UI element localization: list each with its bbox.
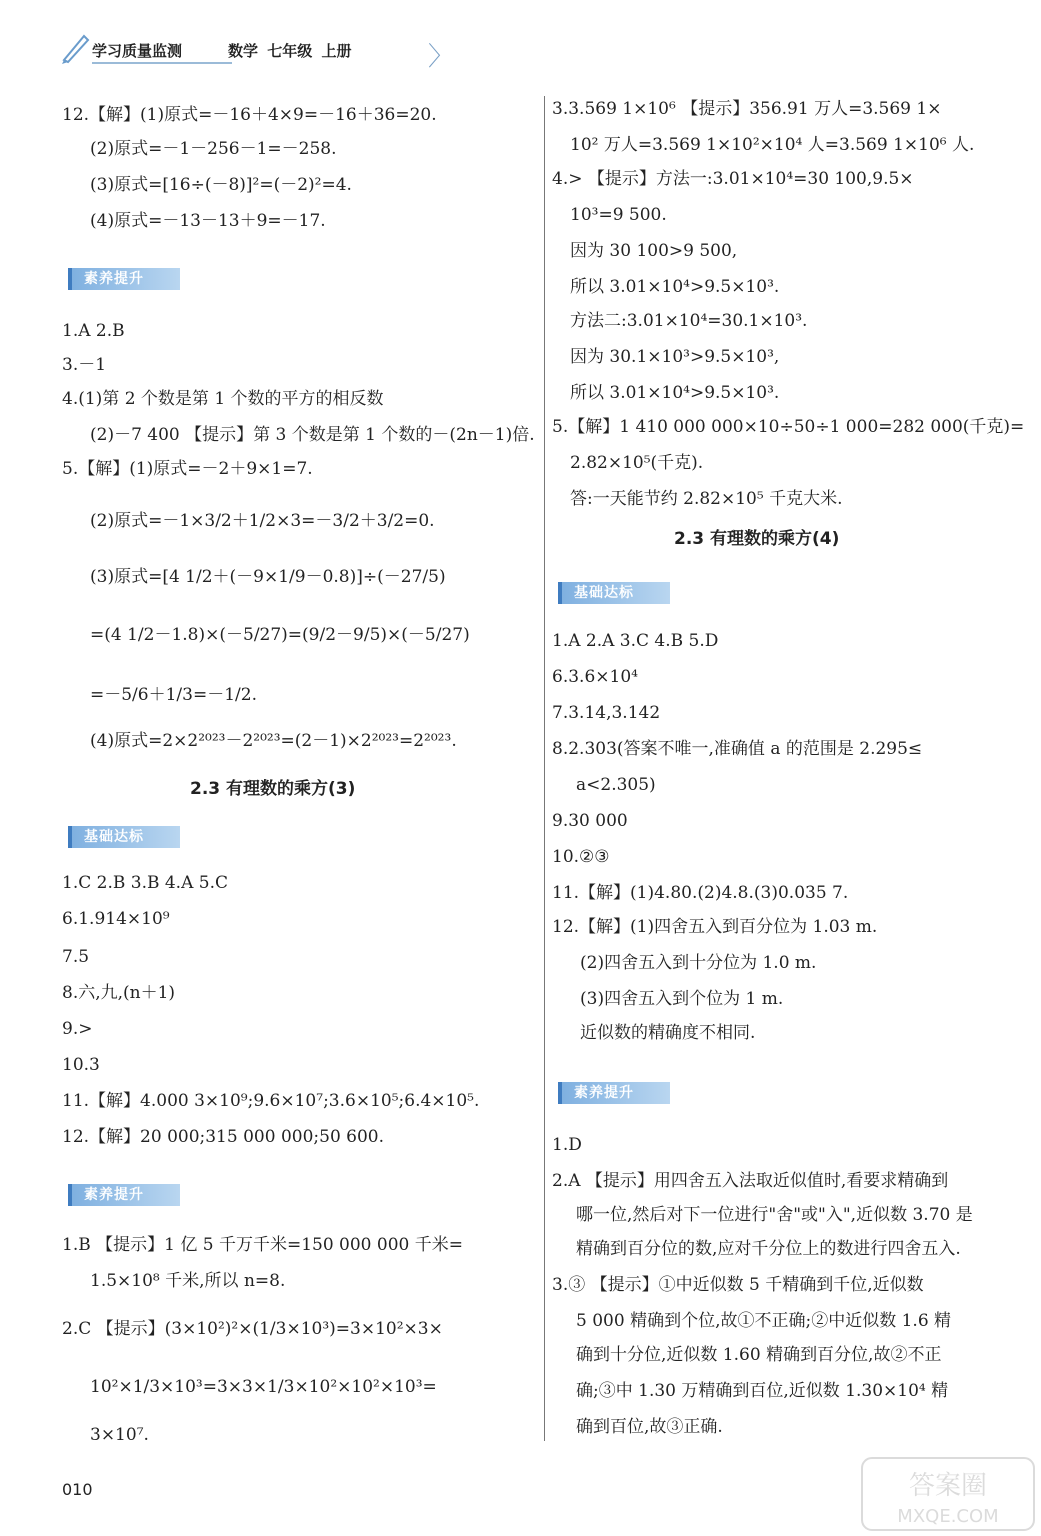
column-divider <box>544 96 545 1441</box>
watermark-logo <box>858 1454 1038 1534</box>
answer-line: 12.【解】20 000;315 000 000;50 600. <box>62 1127 385 1147</box>
answer-line: (3)四舍五入到个位为 1 m. <box>580 989 784 1009</box>
answer-line: 哪一位,然后对下一位进行"舍"或"入",近似数 3.70 是 <box>576 1205 973 1225</box>
answer-line: (2)四舍五入到十分位为 1.0 m. <box>580 953 817 973</box>
page-header <box>58 30 458 70</box>
section-badge: 基础达标 <box>558 582 670 604</box>
chevron-right-icon: 〉 <box>428 42 455 72</box>
answer-line: 确到百位,故③正确. <box>576 1417 723 1437</box>
answer-line: 2.C 【提示】(3×10²)²×(1/3×10³)=3×10²×3× <box>62 1319 443 1339</box>
section-badge: 素养提升 <box>558 1082 670 1104</box>
header-subject: 数学 七年级 上册 <box>228 42 352 60</box>
answer-line: 答:一天能节约 2.82×10⁵ 千克大米. <box>570 489 843 509</box>
answer-line: =(4 1/2－1.8)×(－5/27)=(9/2－9/5)×(－5/27) <box>90 625 470 645</box>
answer-line: 10³=9 500. <box>570 205 667 225</box>
answer-line: 12.【解】(1)四舍五入到百分位为 1.03 m. <box>552 917 878 937</box>
answer-line: 5.【解】1 410 000 000×10÷50÷1 000=282 000(千克)= <box>552 417 1025 437</box>
section-badge: 基础达标 <box>68 826 180 848</box>
answer-line: 因为 30 100>9 500, <box>570 241 738 261</box>
answer-line: 10² 万人=3.569 1×10²×10⁴ 人=3.569 1×10⁶ 人. <box>570 135 975 155</box>
answer-line: (3)原式=[16÷(－8)]²=(－2)²=4. <box>90 175 352 195</box>
answer-line: (2)－7 400 【提示】第 3 个数是第 1 个数的－(2n－1)倍. <box>90 425 535 445</box>
answer-line: 1.B 【提示】1 亿 5 千万千米=150 000 000 千米= <box>62 1235 464 1255</box>
answer-line: 3.－1 <box>62 355 107 375</box>
answer-line: 2.82×10⁵(千克). <box>570 453 704 473</box>
answer-line: 4.(1)第 2 个数是第 1 个数的平方的相反数 <box>62 389 384 409</box>
answer-line: 1.D <box>552 1135 582 1155</box>
answer-line: (4)原式=2×2²⁰²³－2²⁰²³=(2－1)×2²⁰²³=2²⁰²³. <box>90 731 457 751</box>
answer-line: 1.5×10⁸ 千米,所以 n=8. <box>90 1271 286 1291</box>
answer-line: 6.1.914×10⁹ <box>62 909 170 929</box>
answer-line: 4.> 【提示】方法一:3.01×10⁴=30 100,9.5× <box>552 169 914 189</box>
answer-line: 5.【解】(1)原式=－2＋9×1=7. <box>62 459 313 479</box>
answer-line: 9.30 000 <box>552 811 628 831</box>
answer-line: 11.【解】(1)4.80.(2)4.8.(3)0.035 7. <box>552 883 849 903</box>
svg-text:答案圈: 答案圈 <box>908 1471 988 1501</box>
answer-line: 7.5 <box>62 947 90 967</box>
answer-line: 8.六,九,(n＋1) <box>62 983 176 1003</box>
answer-line: (2)原式=－1－256－1=－258. <box>90 139 337 159</box>
answer-line: 10.②③ <box>552 847 610 867</box>
answer-line: 确到十分位,近似数 1.60 精确到百分位,故②不正 <box>576 1345 942 1365</box>
answer-line: 1.C 2.B 3.B 4.A 5.C <box>62 873 228 893</box>
answer-line: 8.2.303(答案不唯一,准确值 a 的范围是 2.295≤ <box>552 739 923 759</box>
answer-line: 精确到百分位的数,应对千分位上的数进行四舍五入. <box>576 1239 961 1259</box>
section-badge: 素养提升 <box>68 1184 180 1206</box>
answer-line: 3.③ 【提示】①中近似数 5 千精确到千位,近似数 <box>552 1275 924 1295</box>
answer-line: 确;③中 1.30 万精确到百位,近似数 1.30×10⁴ 精 <box>576 1381 949 1401</box>
answer-line: =－5/6＋1/3=－1/2. <box>90 685 257 705</box>
answer-line: 近似数的精确度不相同. <box>580 1023 756 1043</box>
answer-line: 1.A 2.A 3.C 4.B 5.D <box>552 631 719 651</box>
page-number: 010 <box>62 1480 93 1499</box>
pen-icon <box>58 30 94 66</box>
svg-text:MXQE.COM: MXQE.COM <box>897 1506 999 1527</box>
answer-line: (4)原式=－13－13＋9=－17. <box>90 211 326 231</box>
answer-line: 所以 3.01×10⁴>9.5×10³. <box>570 383 780 403</box>
section-title: 2.3 有理数的乘方(4) <box>674 529 840 549</box>
answer-line: 6.3.6×10⁴ <box>552 667 638 687</box>
answer-line: 11.【解】4.000 3×10⁹;9.6×10⁷;3.6×10⁵;6.4×10⁵. <box>62 1091 480 1111</box>
answer-line: 10.3 <box>62 1055 100 1075</box>
answer-line: 2.A 【提示】用四舍五入法取近似值时,看要求精确到 <box>552 1171 949 1191</box>
answer-line: (3)原式=[4 1/2＋(－9×1/9－0.8)]÷(－27/5) <box>90 567 446 587</box>
answer-line: 因为 30.1×10³>9.5×10³, <box>570 347 780 367</box>
answer-line: 7.3.14,3.142 <box>552 703 661 723</box>
answer-line: 1.A 2.B <box>62 321 125 341</box>
answer-line: 9.> <box>62 1019 93 1039</box>
header-underline <box>92 62 232 64</box>
answer-line: 所以 3.01×10⁴>9.5×10³. <box>570 277 780 297</box>
answer-line: 方法二:3.01×10⁴=30.1×10³. <box>570 311 808 331</box>
answer-line: 12.【解】(1)原式=－16＋4×9=－16＋36=20. <box>62 105 437 125</box>
answer-line: 3×10⁷. <box>90 1425 149 1445</box>
answer-line: 10²×1/3×10³=3×3×1/3×10²×10²×10³= <box>90 1377 437 1397</box>
answer-line: 3.3.569 1×10⁶ 【提示】356.91 万人=3.569 1× <box>552 99 942 119</box>
answer-line: (2)原式=－1×3/2＋1/2×3=－3/2＋3/2=0. <box>90 511 435 531</box>
answer-line: 5 000 精确到个位,故①不正确;②中近似数 1.6 精 <box>576 1311 952 1331</box>
header-title: 学习质量监测 <box>92 42 183 60</box>
section-badge: 素养提升 <box>68 268 180 290</box>
section-title: 2.3 有理数的乘方(3) <box>190 779 356 799</box>
answer-line: a<2.305) <box>576 775 656 795</box>
